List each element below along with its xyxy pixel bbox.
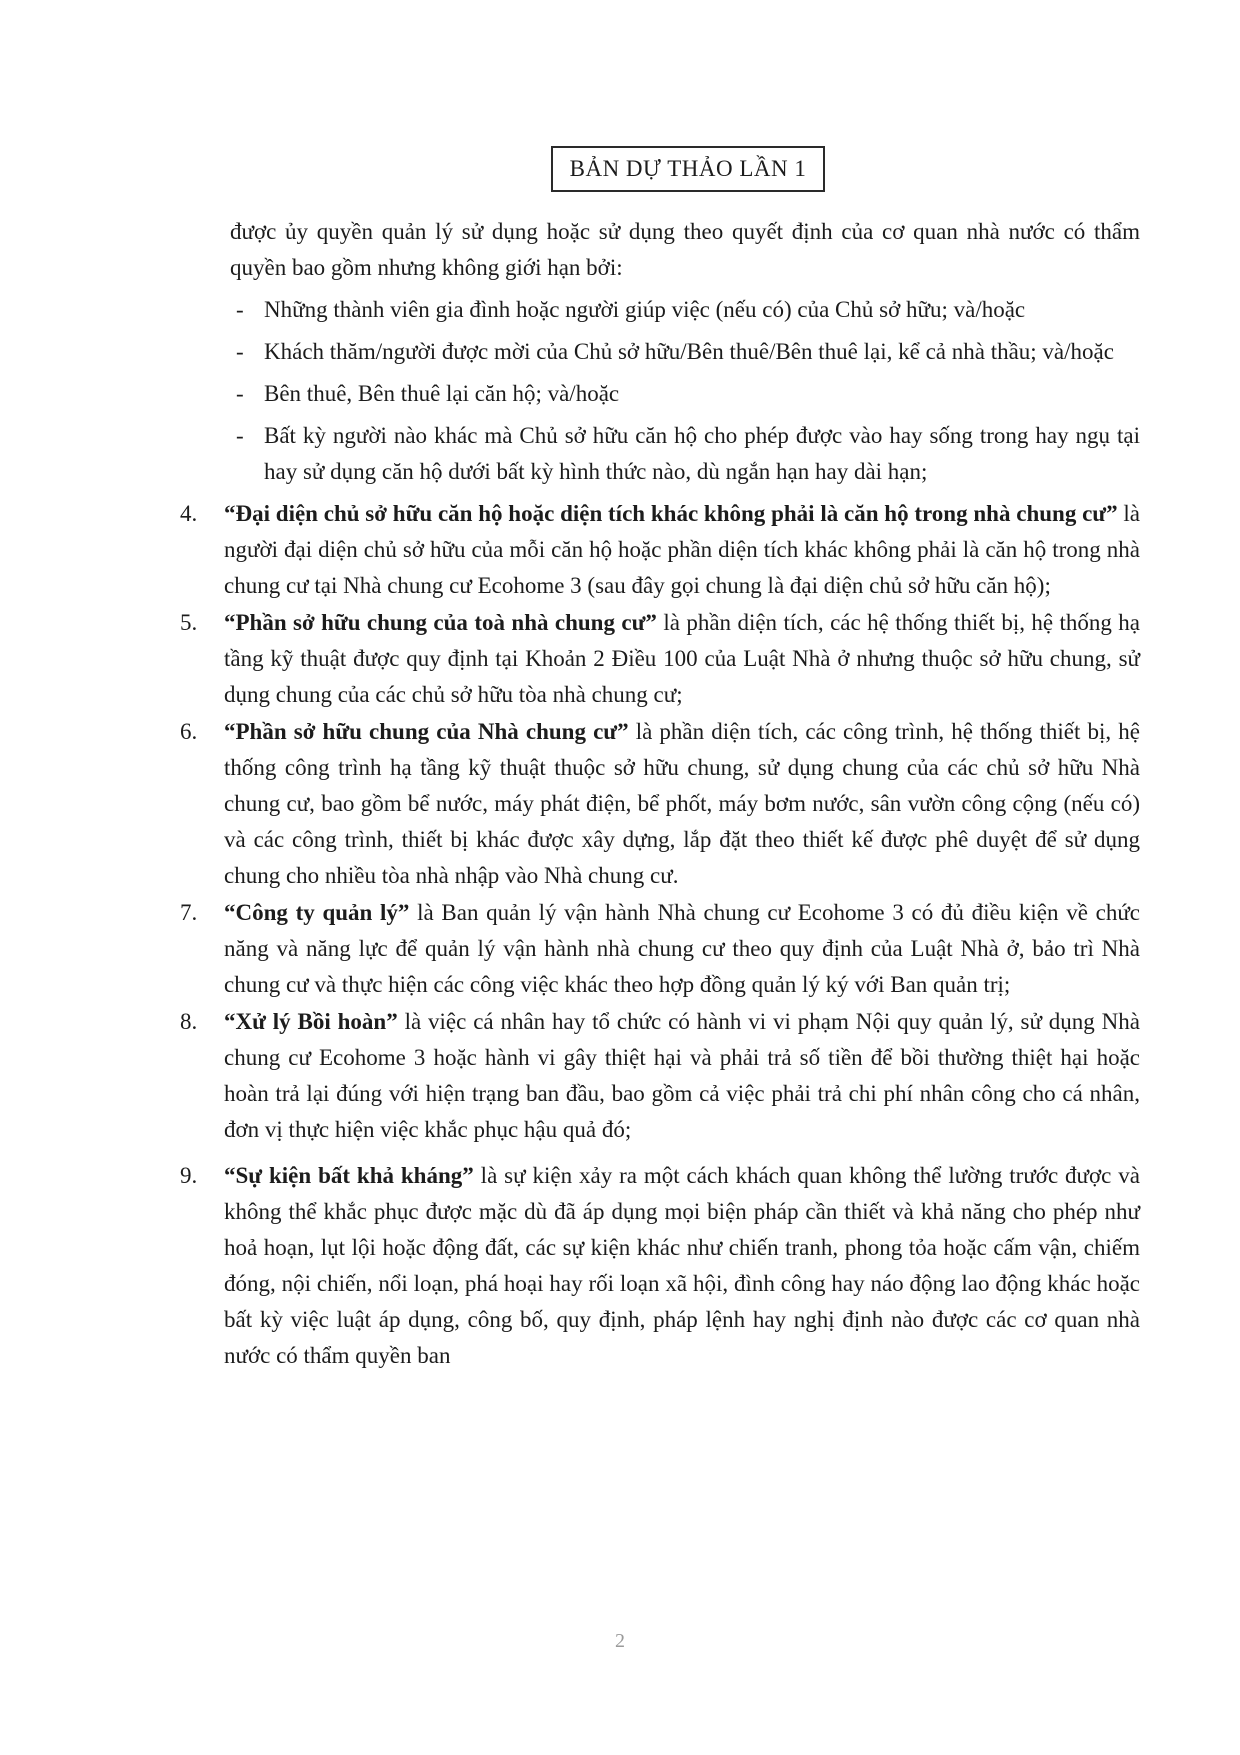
list-item	[180, 292, 1140, 328]
definition-term: “Phần sở hữu chung của toà nhà chung cư”	[224, 610, 657, 635]
intro-paragraph: được ủy quyền quản lý sử dụng hoặc sử dụng theo quyết định của cơ quan nhà nước có thẩm quyền bao gồm nhưng không giới hạn bởi:	[230, 219, 1140, 280]
definition-text: là việc cá nhân hay tổ chức có hành vi vi phạm Nội quy quản lý, sử dụng Nhà chung cư Ecohome 3 hoặc hành vi gây thiệt hại và phải trả số tiền để bồi thường thiệt hại hoặc hoàn trả lại đúng với hiện trạng ban đầu, bao gồm cả việc phải trả chi phí nhân công cho cá nhân, đơn vị thực hiện việc khắc phục hậu quả đó;	[224, 1009, 1140, 1142]
definition-number: 7.	[180, 900, 198, 925]
definition-text: là phần diện tích, các hệ thống thiết bị, hệ thống hạ tầng kỹ thuật được quy định tại Khoản 2 Điều 100 của Luật Nhà ở nhưng thuộc sở hữu chung, sử dụng chung của các chủ sở hữu tòa nhà chung cư;	[224, 610, 1141, 707]
list-item	[180, 418, 1140, 490]
list-item-text: Khách thăm/người được mời của Chủ sở hữu/Bên thuê/Bên thuê lại, kể cả nhà thầu; và/hoặc	[264, 339, 1114, 364]
list-item	[180, 334, 1140, 370]
definition-term: “Phần sở hữu chung của Nhà chung cư”	[224, 719, 629, 744]
list-item-text: Bên thuê, Bên thuê lại căn hộ; và/hoặc	[264, 381, 620, 406]
list-item-text: Những thành viên gia đình hoặc người giúp việc (nếu có) của Chủ sở hữu; và/hoặc	[264, 297, 1026, 322]
list-marker: -	[236, 339, 244, 364]
definition-text: là Ban quản lý vận hành Nhà chung cư Ecohome 3 có đủ điều kiện về chức năng và năng lực để quản lý vận hành nhà chung cư theo quy định của Luật Nhà ở, bảo trì Nhà chung cư và thực hiện các công việc khác theo hợp đồng quản lý ký với Ban quản trị;	[224, 900, 1141, 997]
definition-item	[180, 1004, 1140, 1148]
definition-text: là phần diện tích, các công trình, hệ thống thiết bị, hệ thống công trình hạ tầng kỹ thuật thuộc sở hữu chung, sử dụng chung của các chủ sở hữu Nhà chung cư, bao gồm bể nước, máy phát điện, bể phốt, máy bơm nước, sân vườn công cộng (nếu có) và các công trình, thiết bị khác được xây dựng, lắp đặt theo thiết kế được phê duyệt để sử dụng chung cho nhiều tòa nhà nhập vào Nhà chung cư.	[224, 719, 1140, 888]
definition-text: là người đại diện chủ sở hữu của mỗi căn hộ hoặc phần diện tích khác không phải là căn hộ trong nhà chung cư tại Nhà chung cư Ecohome 3 (sau đây gọi chung là đại diện chủ sở hữu căn hộ);	[224, 501, 1140, 598]
draft-stamp: BẢN DỰ THẢO LẦN 1	[551, 146, 825, 192]
definition-number: 5.	[180, 610, 198, 635]
definition-item	[180, 496, 1140, 604]
list-item-text: Bất kỳ người nào khác mà Chủ sở hữu căn hộ cho phép được vào hay sống trong hay ngụ tại hay sử dụng căn hộ dưới bất kỳ hình thức nào, dù ngắn hạn hay dài hạn;	[264, 423, 1140, 484]
page-number: 2	[615, 1630, 625, 1652]
definitions-list	[180, 496, 1140, 1374]
list-marker: -	[236, 423, 244, 448]
definition-number: 8.	[180, 1009, 198, 1034]
definition-text: là sự kiện xảy ra một cách khách quan không thể lường trước được và không thể khắc phục được mặc dù đã áp dụng mọi biện pháp cần thiết và khả năng cho phép như hoả hoạn, lụt lội hoặc động đất, các sự kiện khác như chiến tranh, phong tỏa hoặc cấm vận, chiếm đóng, nội chiến, nổi loạn, phá hoại hay rối loạn xã hội, đình công hay náo động lao động khác hoặc bất kỳ việc luật áp dụng, công bố, quy định, pháp lệnh hay nghị định nào được các cơ quan nhà nước có thẩm quyền ban	[224, 1163, 1140, 1368]
definition-item	[180, 1158, 1140, 1374]
definition-number: 9.	[180, 1163, 198, 1188]
definition-term: “Xử lý Bồi hoàn”	[224, 1009, 398, 1034]
definition-number: 4.	[180, 501, 198, 526]
dash-list	[180, 292, 1140, 490]
list-marker: -	[236, 381, 244, 406]
definition-item	[180, 605, 1140, 713]
document-body	[180, 214, 1140, 1375]
definition-term: “Đại diện chủ sở hữu căn hộ hoặc diện tích khác không phải là căn hộ trong nhà chung cư”	[224, 501, 1118, 526]
definition-term: “Công ty quản lý”	[224, 900, 410, 925]
list-marker: -	[236, 297, 244, 322]
definition-number: 6.	[180, 719, 198, 744]
definition-term: “Sự kiện bất khả kháng”	[224, 1163, 474, 1188]
definition-item	[180, 714, 1140, 894]
definition-item	[180, 895, 1140, 1003]
list-item	[180, 376, 1140, 412]
